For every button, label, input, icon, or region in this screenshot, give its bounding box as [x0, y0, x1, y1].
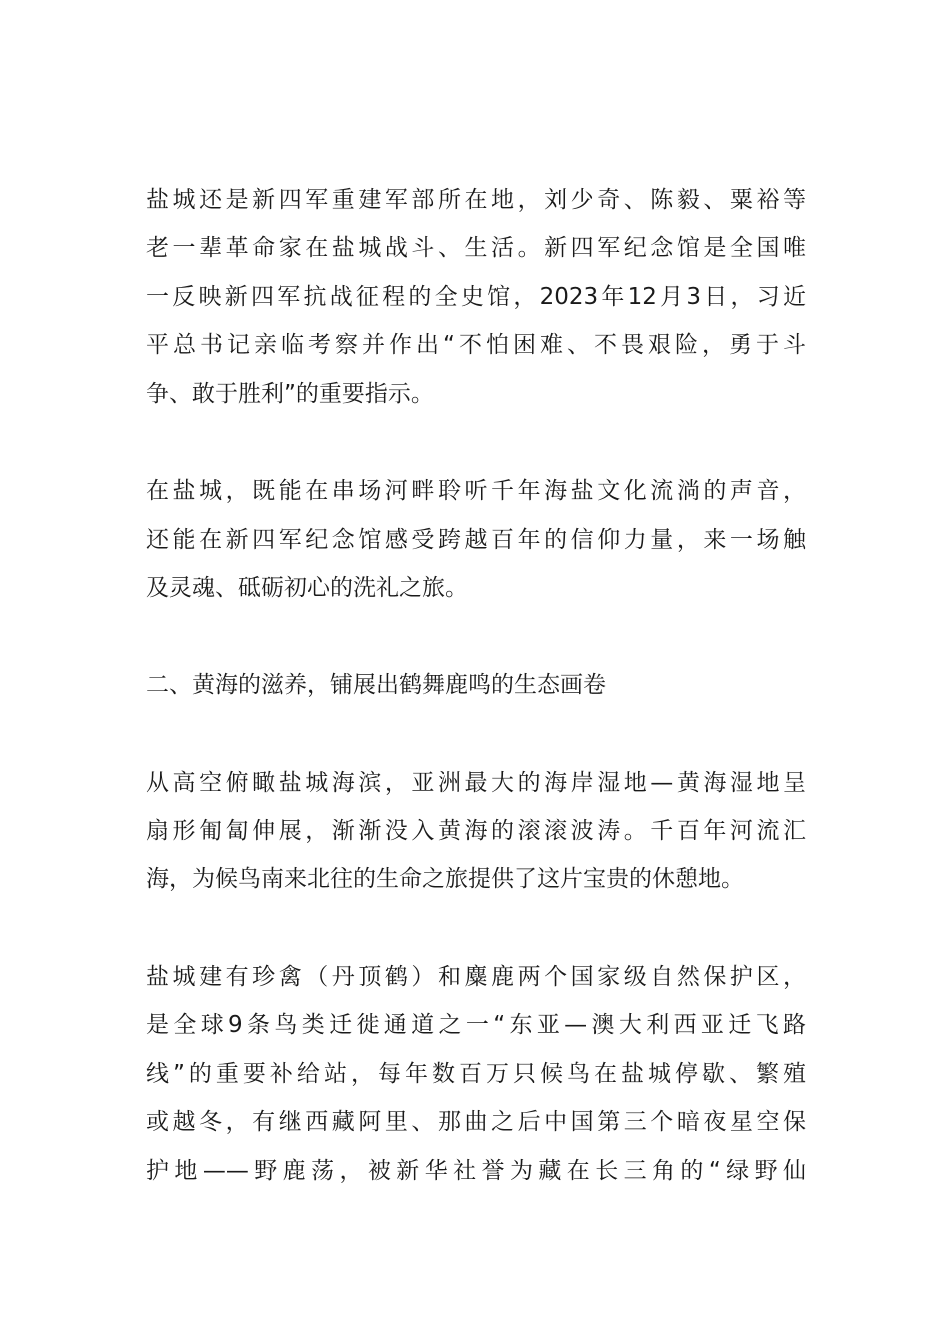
paragraph-line: 海，为候鸟南来北往的生命之旅提供了这片宝贵的休憩地。	[146, 866, 744, 892]
paragraph-line: 及灵魂、砥砺初心的洗礼之旅。	[146, 575, 468, 601]
paragraph-line: 或越冬，有继西藏阿里、那曲之后中国第三个暗夜星空保	[146, 1109, 806, 1135]
paragraph-line: 平总书记亲临考察并作出“不怕困难、不畏艰险，勇于斗	[146, 332, 806, 358]
paragraph-line: 盐城建有珍禽（丹顶鹤）和麋鹿两个国家级自然保护区，	[146, 964, 806, 990]
paragraph-line: 争、敢于胜利”的重要指示。	[146, 381, 434, 407]
paragraph-line: 在盐城，既能在串场河畔聆听千年海盐文化流淌的声音，	[146, 478, 806, 504]
section-heading-text: 二、黄海的滋养，铺展出鹤舞鹿鸣的生态画卷	[146, 672, 606, 698]
paragraph-line: 是全球9条鸟类迁徙通道之一“东亚—澳大利西亚迁飞路	[146, 1012, 806, 1038]
paragraph-line: 还能在新四军纪念馆感受跨越百年的信仰力量，来一场触	[146, 527, 806, 553]
paragraph-line: 从高空俯瞰盐城海滨，亚洲最大的海岸湿地—黄海湿地呈	[146, 770, 806, 796]
paragraph-line: 老一辈革命家在盐城战斗、生活。新四军纪念馆是全国唯	[146, 235, 806, 261]
paragraph-line: 护地——野鹿荡，被新华社誉为藏在长三角的“绿野仙	[146, 1158, 806, 1184]
paragraph-line: 一反映新四军抗战征程的全史馆，2023年12月3日，习近	[146, 284, 806, 310]
paragraph-line: 线”的重要补给站，每年数百万只候鸟在盐城停歇、繁殖	[146, 1061, 806, 1087]
paragraph-line: 扇形匍匐伸展，渐渐没入黄海的滚滚波涛。千百年河流汇	[146, 818, 806, 844]
paragraph-line: 盐城还是新四军重建军部所在地，刘少奇、陈毅、粟裕等	[146, 187, 806, 213]
